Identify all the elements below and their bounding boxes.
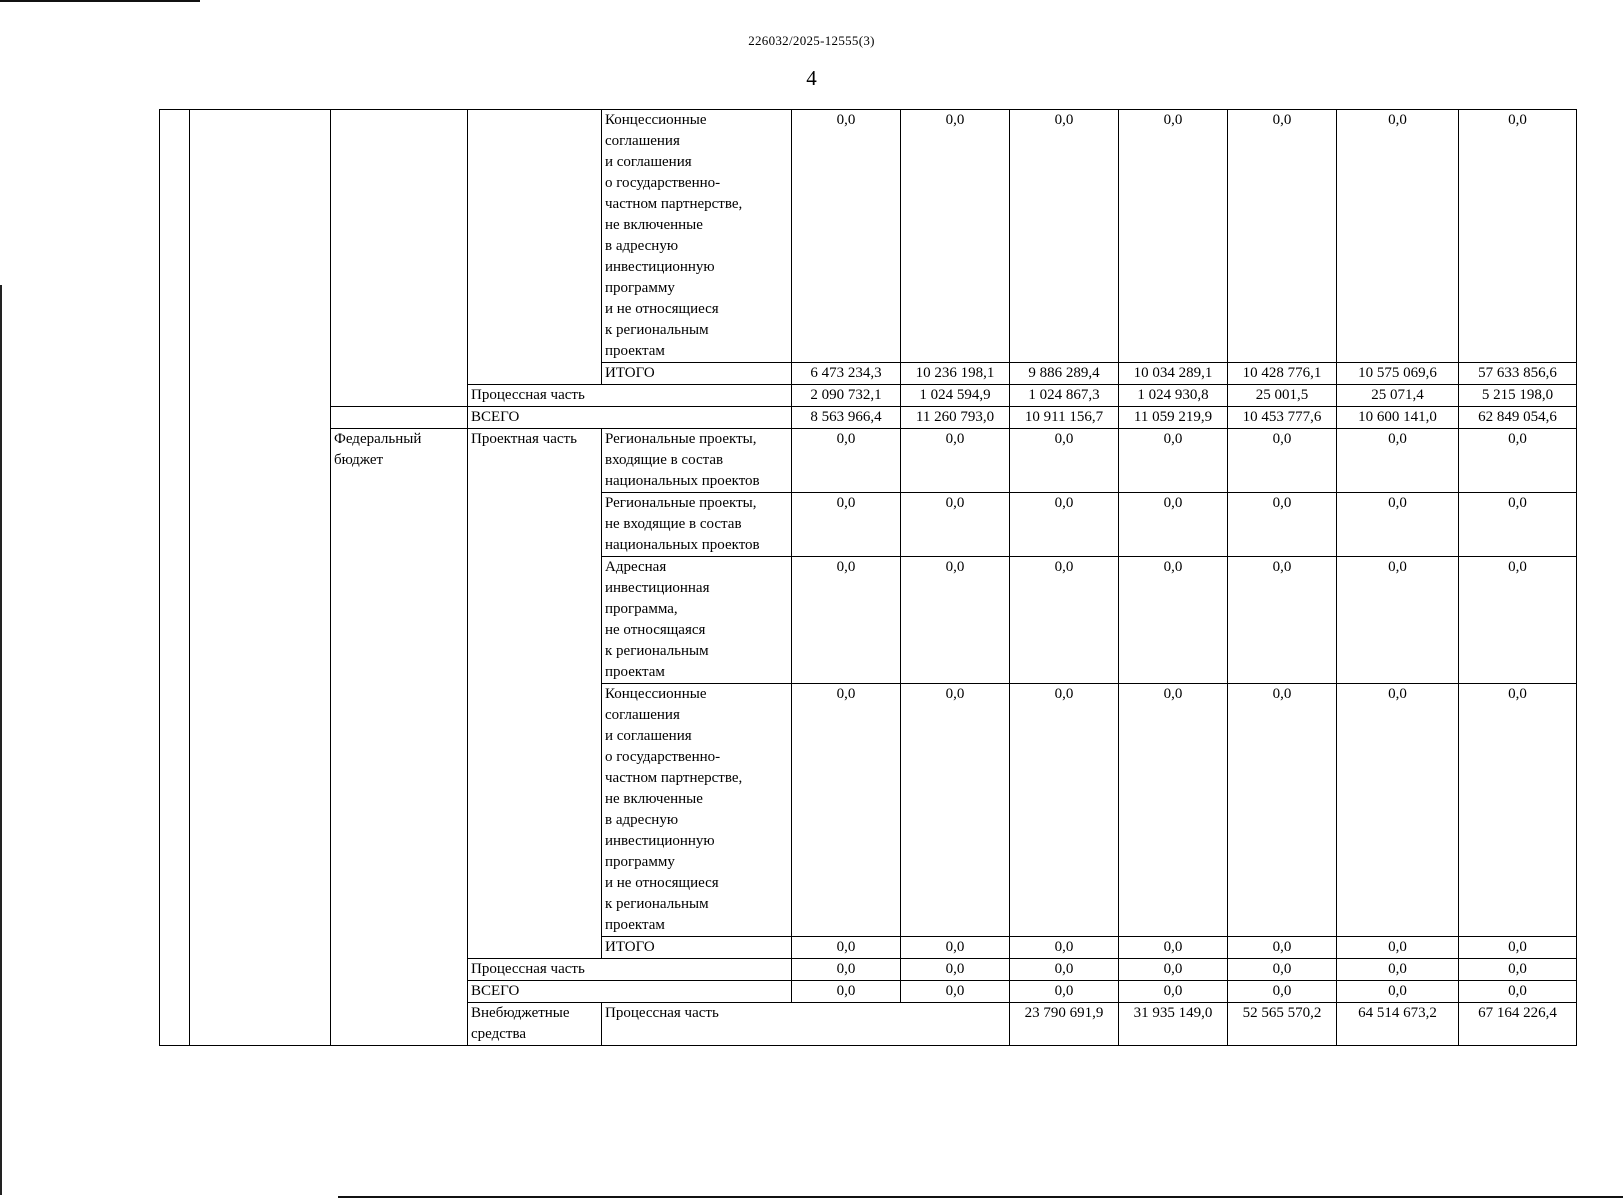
row-label-regional-national: Региональные проекты, входящие в состав национальных проектов bbox=[602, 429, 792, 493]
table-row bbox=[160, 110, 1577, 363]
value-cell: 0,0 bbox=[901, 110, 1010, 363]
value-cell: 0,0 bbox=[792, 557, 901, 684]
value-cell: 11 260 793,0 bbox=[901, 407, 1010, 429]
value-cell: 0,0 bbox=[1119, 684, 1228, 937]
value-cell: 0,0 bbox=[1337, 110, 1459, 363]
value-cell: 0,0 bbox=[1010, 981, 1119, 1003]
value-cell: 10 600 141,0 bbox=[1337, 407, 1459, 429]
value-cell: 0,0 bbox=[901, 557, 1010, 684]
value-cell: 1 024 867,3 bbox=[1010, 385, 1119, 407]
row-label-process-part: Процессная часть bbox=[602, 1003, 1010, 1046]
value-cell: 0,0 bbox=[901, 981, 1010, 1003]
row-label-process-part: Процессная часть bbox=[468, 385, 792, 407]
value-cell: 0,0 bbox=[1337, 493, 1459, 557]
value-cell: 0,0 bbox=[1337, 684, 1459, 937]
value-cell: 0,0 bbox=[1337, 959, 1459, 981]
value-cell: 11 059 219,9 bbox=[1119, 407, 1228, 429]
value-cell: 0,0 bbox=[1337, 981, 1459, 1003]
value-cell: 0,0 bbox=[1119, 557, 1228, 684]
scan-edge-left bbox=[0, 285, 2, 1195]
value-cell: 0,0 bbox=[901, 429, 1010, 493]
row-label-regional-non-national: Региональные проекты, не входящие в состав национальных проектов bbox=[602, 493, 792, 557]
value-cell: 0,0 bbox=[1010, 937, 1119, 959]
document-number: 226032/2025-12555(3) bbox=[748, 33, 875, 48]
value-cell: 0,0 bbox=[1459, 959, 1577, 981]
value-cell: 67 164 226,4 bbox=[1459, 1003, 1577, 1046]
row-label-address-program: Адресная инвестиционная программа, не относящаяся к региональным проектам bbox=[602, 557, 792, 684]
row-label-itogo: ИТОГО bbox=[602, 363, 792, 385]
value-cell: 0,0 bbox=[1010, 684, 1119, 937]
value-cell: 52 565 570,2 bbox=[1228, 1003, 1337, 1046]
row-label-concession: Концессионные соглашения и соглашения о государственно- частном партнерстве, не включенные в адресную инвестиционную программу и не относящиеся к региональным проектам bbox=[602, 110, 792, 363]
value-cell: 0,0 bbox=[1010, 959, 1119, 981]
value-cell: 0,0 bbox=[792, 684, 901, 937]
value-cell: 57 633 856,6 bbox=[1459, 363, 1577, 385]
value-cell: 5 215 198,0 bbox=[1459, 385, 1577, 407]
source-label-federal-budget: Федеральный бюджет bbox=[331, 429, 468, 1046]
value-cell: 1 024 930,8 bbox=[1119, 385, 1228, 407]
table-row bbox=[160, 407, 1577, 429]
scan-edge-top bbox=[0, 0, 200, 2]
empty-cell bbox=[190, 110, 331, 1046]
value-cell: 31 935 149,0 bbox=[1119, 1003, 1228, 1046]
value-cell: 25 071,4 bbox=[1337, 385, 1459, 407]
value-cell: 0,0 bbox=[1337, 557, 1459, 684]
value-cell: 0,0 bbox=[792, 493, 901, 557]
row-label-project-part: Проектная часть bbox=[468, 429, 602, 959]
value-cell: 10 911 156,7 bbox=[1010, 407, 1119, 429]
value-cell: 10 575 069,6 bbox=[1337, 363, 1459, 385]
value-cell: 0,0 bbox=[1228, 981, 1337, 1003]
value-cell: 0,0 bbox=[1459, 557, 1577, 684]
value-cell: 10 034 289,1 bbox=[1119, 363, 1228, 385]
value-cell: 0,0 bbox=[1119, 959, 1228, 981]
value-cell: 0,0 bbox=[901, 684, 1010, 937]
row-label-itogo: ИТОГО bbox=[602, 937, 792, 959]
value-cell: 0,0 bbox=[1337, 429, 1459, 493]
value-cell: 25 001,5 bbox=[1228, 385, 1337, 407]
value-cell: 0,0 bbox=[1459, 981, 1577, 1003]
page-number: 4 bbox=[806, 66, 817, 90]
value-cell: 0,0 bbox=[901, 493, 1010, 557]
empty-cell bbox=[468, 110, 602, 385]
value-cell: 0,0 bbox=[792, 429, 901, 493]
value-cell: 0,0 bbox=[1119, 429, 1228, 493]
value-cell: 9 886 289,4 bbox=[1010, 363, 1119, 385]
value-cell: 6 473 234,3 bbox=[792, 363, 901, 385]
row-label-vsego: ВСЕГО bbox=[468, 981, 792, 1003]
value-cell: 62 849 054,6 bbox=[1459, 407, 1577, 429]
value-cell: 0,0 bbox=[1459, 937, 1577, 959]
value-cell: 0,0 bbox=[1228, 684, 1337, 937]
value-cell: 0,0 bbox=[1119, 981, 1228, 1003]
value-cell: 0,0 bbox=[901, 937, 1010, 959]
source-label-extrabudget: Внебюджетные средства bbox=[468, 1003, 602, 1046]
value-cell: 10 453 777,6 bbox=[1228, 407, 1337, 429]
value-cell: 0,0 bbox=[1228, 937, 1337, 959]
budget-table bbox=[159, 109, 1577, 1046]
value-cell: 8 563 966,4 bbox=[792, 407, 901, 429]
value-cell: 0,0 bbox=[1337, 937, 1459, 959]
value-cell: 10 428 776,1 bbox=[1228, 363, 1337, 385]
value-cell: 64 514 673,2 bbox=[1337, 1003, 1459, 1046]
value-cell: 0,0 bbox=[1010, 557, 1119, 684]
table-row bbox=[160, 429, 1577, 493]
value-cell: 0,0 bbox=[1459, 110, 1577, 363]
value-cell: 1 024 594,9 bbox=[901, 385, 1010, 407]
value-cell: 23 790 691,9 bbox=[1010, 1003, 1119, 1046]
value-cell: 0,0 bbox=[1228, 557, 1337, 684]
row-label-process-part: Процессная часть bbox=[468, 959, 792, 981]
value-cell: 0,0 bbox=[1010, 110, 1119, 363]
value-cell: 0,0 bbox=[1228, 493, 1337, 557]
empty-cell bbox=[331, 407, 468, 429]
value-cell: 0,0 bbox=[1119, 937, 1228, 959]
value-cell: 0,0 bbox=[1119, 110, 1228, 363]
value-cell: 0,0 bbox=[1459, 493, 1577, 557]
value-cell: 0,0 bbox=[1010, 493, 1119, 557]
empty-cell bbox=[331, 110, 468, 407]
row-label-concession: Концессионные соглашения и соглашения о государственно- частном партнерстве, не включенные в адресную инвестиционную программу и не относящиеся к региональным проектам bbox=[602, 684, 792, 937]
value-cell: 0,0 bbox=[792, 110, 901, 363]
value-cell: 10 236 198,1 bbox=[901, 363, 1010, 385]
value-cell: 0,0 bbox=[1228, 429, 1337, 493]
value-cell: 0,0 bbox=[1119, 493, 1228, 557]
value-cell: 0,0 bbox=[1228, 110, 1337, 363]
value-cell: 0,0 bbox=[1459, 684, 1577, 937]
value-cell: 0,0 bbox=[1459, 429, 1577, 493]
row-label-vsego: ВСЕГО bbox=[468, 407, 792, 429]
value-cell: 0,0 bbox=[901, 959, 1010, 981]
value-cell: 0,0 bbox=[792, 937, 901, 959]
value-cell: 0,0 bbox=[792, 981, 901, 1003]
value-cell: 0,0 bbox=[792, 959, 901, 981]
value-cell: 0,0 bbox=[1228, 959, 1337, 981]
value-cell: 0,0 bbox=[1010, 429, 1119, 493]
value-cell: 2 090 732,1 bbox=[792, 385, 901, 407]
scan-edge-bottom bbox=[338, 1196, 1623, 1198]
empty-cell bbox=[160, 110, 190, 1046]
